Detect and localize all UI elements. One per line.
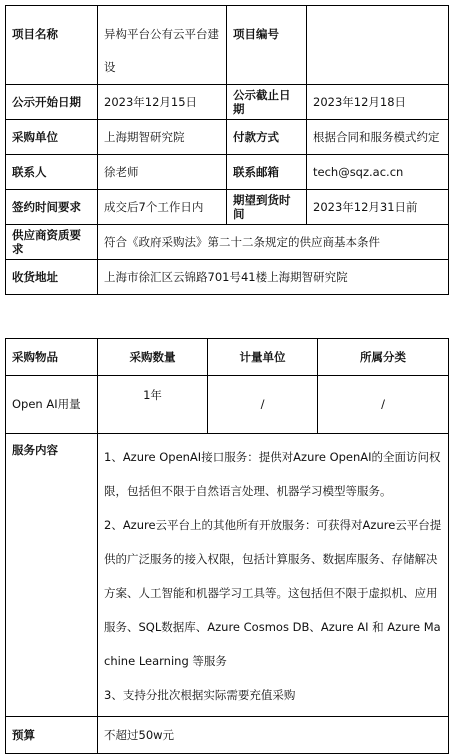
item-unit: / — [208, 376, 318, 434]
publicity-start-value: 2023年12月15日 — [98, 85, 227, 120]
publicity-end-label: 公示截止日期 — [227, 85, 307, 120]
header-unit: 计量单位 — [208, 339, 318, 376]
publicity-end-value: 2023年12月18日 — [307, 85, 449, 120]
item-name: Open AI用量 — [6, 376, 98, 434]
table-row — [6, 155, 449, 190]
item-category: / — [318, 376, 449, 434]
delivery-time-label: 期望到货时间 — [227, 190, 307, 225]
project-number-label: 项目编号 — [227, 6, 307, 85]
table-row — [6, 85, 449, 120]
project-name-value: 异构平台公有云平台建设 — [98, 6, 227, 85]
project-number-value — [307, 6, 449, 85]
table-header-row — [6, 339, 449, 376]
header-quantity: 采购数量 — [98, 339, 208, 376]
signing-time-value: 成交后7个工作日内 — [98, 190, 227, 225]
delivery-time-value: 2023年12月31日前 — [307, 190, 449, 225]
table-row — [6, 225, 449, 260]
header-item: 采购物品 — [6, 339, 98, 376]
table-row — [6, 717, 449, 754]
table-row — [6, 260, 449, 295]
table-row — [6, 120, 449, 155]
service-content — [98, 434, 449, 717]
budget-value: 不超过50w元 — [98, 717, 449, 754]
procurement-items-table — [5, 338, 449, 754]
table-row — [6, 376, 449, 434]
payment-label: 付款方式 — [227, 120, 307, 155]
signing-time-label: 签约时间要求 — [6, 190, 98, 225]
project-name-label: 项目名称 — [6, 6, 98, 85]
publicity-start-label: 公示开始日期 — [6, 85, 98, 120]
purchaser-value: 上海期智研究院 — [98, 120, 227, 155]
qualification-value: 符合《政府采购法》第二十二条规定的供应商基本条件 — [98, 225, 449, 260]
table-row — [6, 6, 449, 85]
procurement-info-table — [5, 5, 449, 295]
email-value[interactable]: tech@sqz.ac.cn — [307, 155, 449, 190]
table-row — [6, 190, 449, 225]
email-label: 联系邮箱 — [227, 155, 307, 190]
service-paragraph: 2、Azure云平台上的其他所有开放服务：可获得对Azure云平台提供的广泛服务的接入权限，包括计算服务、数据库服务、存储解决方案、人工智能和机器学习工具等。这包括但不限于虚拟机、应用服务、SQL数据库、Azure Cosmos DB、Azure AI 和 Azure Machine Learning 等服务 — [104, 518, 442, 668]
address-label: 收货地址 — [6, 260, 98, 295]
item-quantity: 1年 — [98, 376, 208, 434]
purchaser-label: 采购单位 — [6, 120, 98, 155]
qualification-label: 供应商资质要求 — [6, 225, 98, 260]
service-content-label: 服务内容 — [6, 434, 98, 717]
payment-value: 根据合同和服务模式约定 — [307, 120, 449, 155]
service-paragraph: 3、支持分批次根据实际需要充值采购 — [104, 688, 296, 702]
contact-value: 徐老师 — [98, 155, 227, 190]
address-value: 上海市徐汇区云锦路701号41楼上海期智研究院 — [98, 260, 449, 295]
service-paragraph: 1、Azure OpenAI接口服务：提供对Azure OpenAI的全面访问权限，包括但不限于自然语言处理、机器学习模型等服务。 — [104, 450, 441, 498]
table-row — [6, 434, 449, 717]
contact-label: 联系人 — [6, 155, 98, 190]
budget-label: 预算 — [6, 717, 98, 754]
header-category: 所属分类 — [318, 339, 449, 376]
